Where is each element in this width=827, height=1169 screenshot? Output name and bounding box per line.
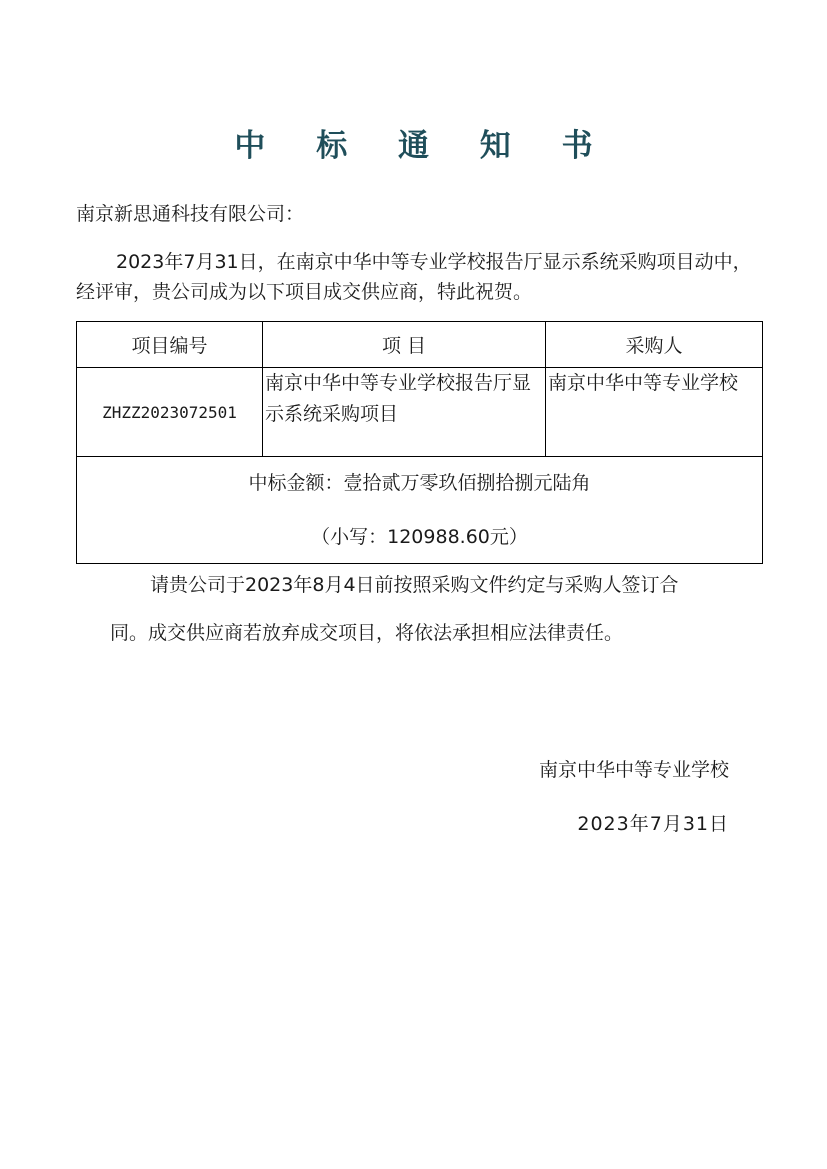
signature-date: 2023年7月31日 xyxy=(577,813,729,835)
recipient-greeting: 南京新思通科技有限公司： xyxy=(76,203,305,225)
cell-buyer: 南京中华中等专业学校 xyxy=(546,368,763,457)
award-amount-text: 中标金额：壹拾贰万零玖佰捌拾捌元陆角 xyxy=(248,472,591,494)
award-table xyxy=(76,321,763,564)
closing-line-1: 请贵公司于2023年8月4日前按照采购文件约定与采购人签订合 xyxy=(150,574,679,596)
table-row xyxy=(77,368,763,457)
cell-project-code: ZHZZ2023072501 xyxy=(77,368,263,457)
header-project-code: 项目编号 xyxy=(77,322,263,368)
closing-line-2: 同。成交供应商若放弃成交项目，将依法承担相应法律责任。 xyxy=(110,622,624,644)
signature-organization: 南京中华中等专业学校 xyxy=(538,759,729,781)
amount-row xyxy=(77,457,763,564)
award-amount-lowercase: （小写：120988.60元） xyxy=(311,526,528,548)
document-title: 中 标 通 知 书 xyxy=(234,128,613,164)
intro-paragraph: 2023年7月31日，在南京中华中等专业学校报告厅显示系统采购项目动中，经评审，贵公司成为以下项目成交供应商，特此祝贺。 xyxy=(76,251,752,303)
header-buyer: 采购人 xyxy=(546,322,763,368)
table-header-row xyxy=(77,322,763,368)
cell-project-name: 南京中华中等专业学校报告厅显示系统采购项目 xyxy=(263,368,546,457)
amount-cell xyxy=(77,457,763,564)
header-project: 项 目 xyxy=(263,322,546,368)
